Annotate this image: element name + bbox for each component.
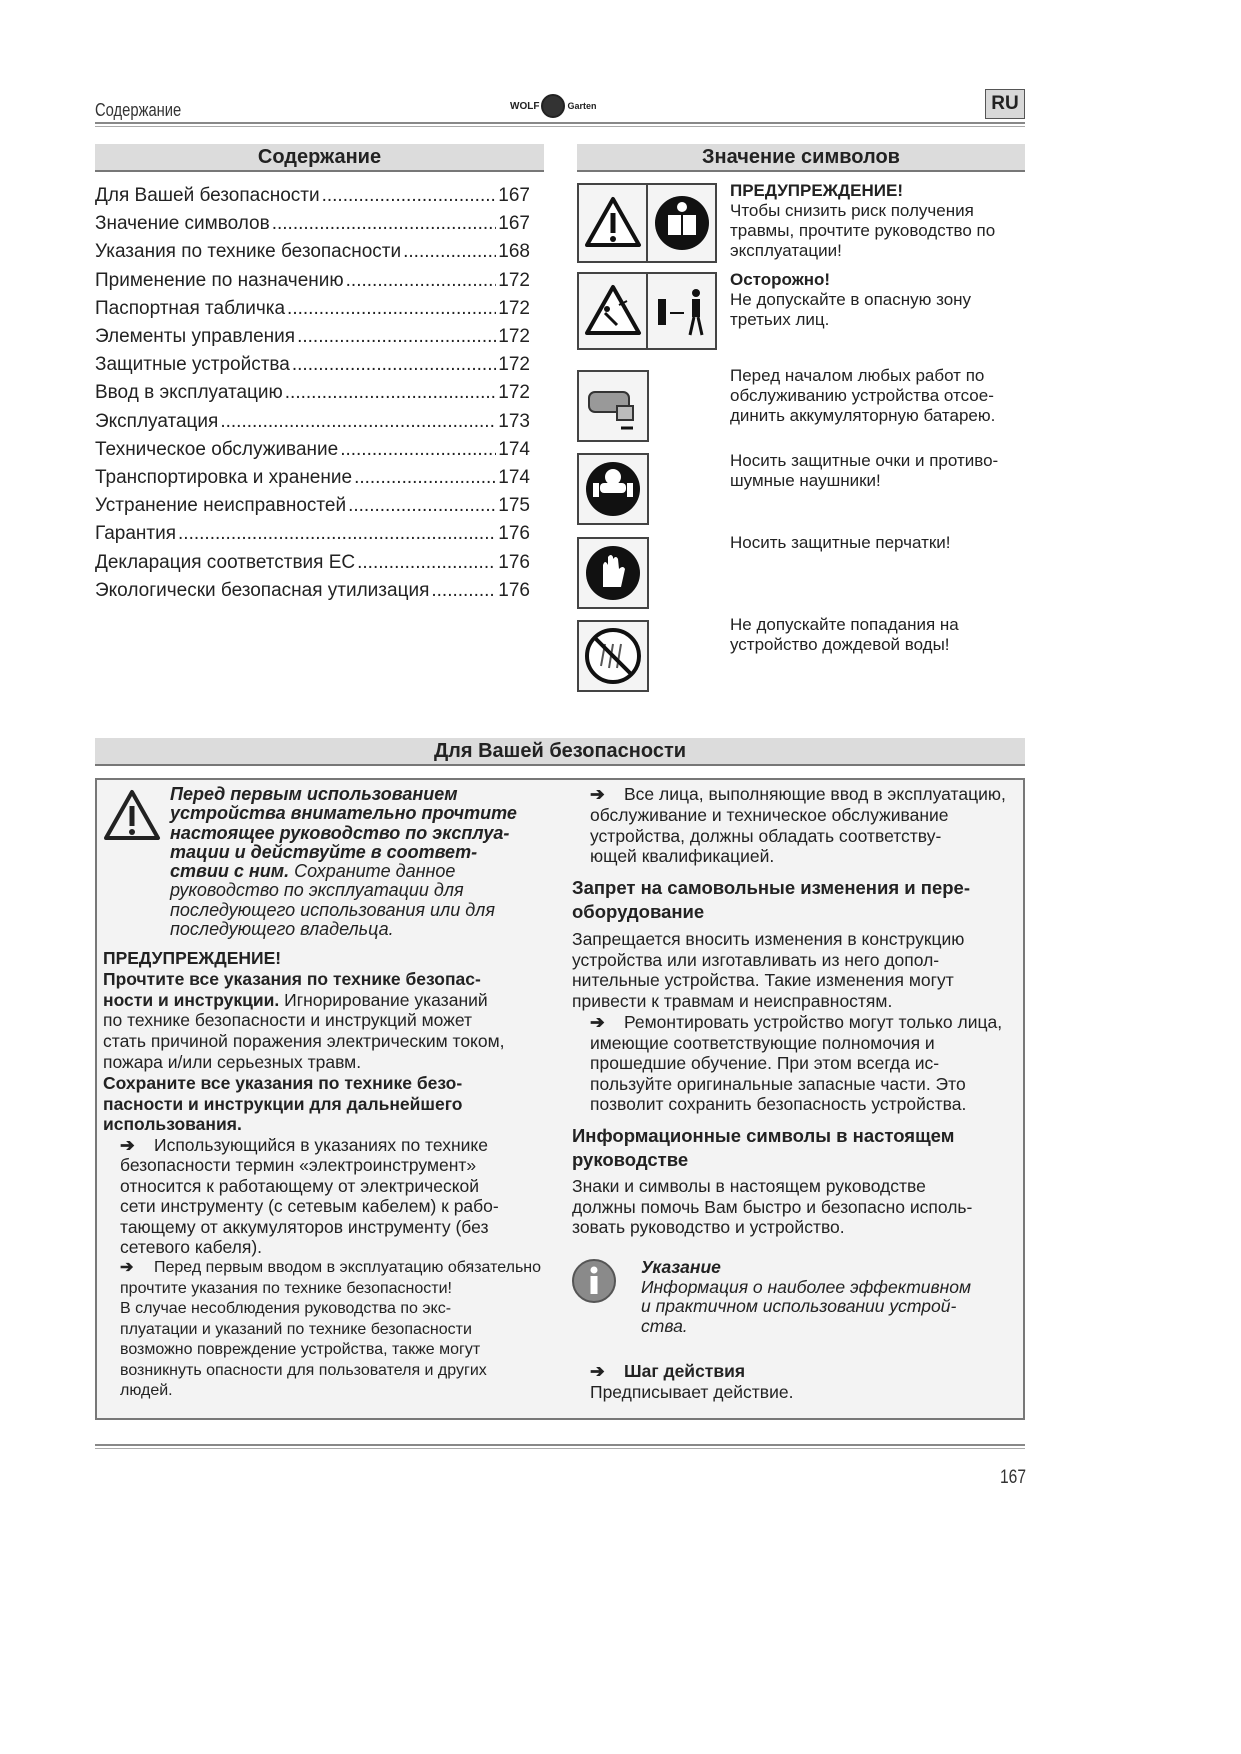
body-text: пожара и/или серьезных травм.: [103, 1051, 362, 1072]
wolf-head-icon: [541, 94, 565, 118]
symbol-pictogram: [577, 620, 649, 692]
read-manual-icon: [646, 185, 715, 261]
bold-italic-text: тации и действуйте в соответ-: [170, 841, 478, 862]
body-text: прошедшие обучение. При этом всегда ис-: [590, 1053, 940, 1074]
toc-page: 176: [498, 551, 530, 573]
hazard-thrown-objects-icon: [579, 274, 646, 348]
info-symbols-text: [572, 1176, 972, 1238]
text-line: [572, 950, 964, 971]
text-line: [590, 784, 1006, 805]
symbol-text-line: Не допускайте в опасную зону: [730, 290, 972, 309]
dot-leader: [431, 580, 496, 602]
toc-label: Элементы управления: [95, 326, 296, 348]
body-text: Игнорирование указаний: [279, 989, 488, 1010]
keep-distance-person-icon: [646, 274, 715, 348]
toc-page: 176: [498, 523, 530, 545]
dot-leader: [292, 354, 496, 376]
warning-triangle-icon: [103, 788, 161, 842]
text-line: [103, 1073, 505, 1094]
toc-entry[interactable]: [95, 520, 530, 548]
symbol-text-line: обслуживанию устройства отсое-: [730, 386, 994, 405]
toc-label: Для Вашей безопасности: [95, 185, 320, 207]
text-line: [572, 970, 964, 991]
logo-text-left: WOLF: [510, 100, 540, 112]
arrow-bullet-icon: ➔: [590, 1361, 605, 1381]
text-line: [120, 1135, 499, 1155]
symbol-pictogram: [577, 370, 649, 442]
toc-entry[interactable]: [95, 379, 530, 407]
toc-label: Экологически безопасная утилизация: [95, 579, 430, 601]
toc-label: Декларация соответствия ЕС: [95, 551, 356, 573]
text-line: [120, 1340, 541, 1361]
italic-text: Сохраните данное: [289, 861, 456, 882]
remove-battery-icon: [579, 372, 647, 440]
intro-text: [170, 785, 517, 939]
symbol-text-line: Не допускайте попадания на: [730, 615, 959, 634]
body-text: безопасности термин «электроинструмент»: [120, 1155, 477, 1176]
dot-leader: [297, 326, 496, 348]
text-line: [170, 785, 517, 804]
symbol-text-line: Носить защитные перчатки!: [730, 533, 951, 552]
toc-page: 172: [498, 269, 530, 291]
bold-text: использования.: [103, 1114, 242, 1135]
toc-label: Техническое обслуживание: [95, 438, 339, 460]
bold-italic-text: Указание: [641, 1257, 721, 1277]
table-of-contents: [95, 182, 530, 605]
bold-text: пасности и инструкции для дальнейшего: [103, 1093, 463, 1114]
dot-leader: [178, 523, 496, 545]
text-line: [120, 1196, 499, 1216]
symbol-text-line: шумные наушники!: [730, 471, 881, 490]
toc-label: Транспортировка и хранение: [95, 466, 353, 488]
bold-italic-text: устройства внимательно прочтите: [170, 803, 517, 824]
text-line: [590, 1361, 793, 1382]
text-line: [170, 862, 517, 881]
toc-page: 174: [498, 438, 530, 460]
toc-page: 173: [498, 410, 530, 432]
text-line: [590, 1012, 1002, 1033]
body-text: имеющие соответствующие полномочия и: [590, 1032, 935, 1053]
header-divider: [95, 122, 1025, 127]
symbol-text-line: Носить защитные очки и противо-: [730, 451, 999, 470]
symbol-text-line: эксплуатации!: [730, 241, 842, 260]
text-line: [641, 1278, 971, 1298]
no-rain-icon: [579, 622, 647, 690]
running-header: Содержание: [95, 100, 182, 120]
body-text: Ремонтировать устройство могут только лица,: [624, 1012, 1003, 1032]
body-text: ющей квалификацией.: [590, 846, 775, 867]
text-line: [590, 1074, 1002, 1095]
heading-line: Запрет на самовольные изменения и пере-: [572, 877, 970, 898]
toc-label: Эксплуатация: [95, 410, 219, 432]
text-line: [170, 843, 517, 862]
arrow-bullet-icon: ➔: [590, 1012, 605, 1032]
text-line: [103, 969, 505, 990]
body-text: по технике безопасности и инструкций может: [103, 1010, 473, 1031]
body-text: устройства, должны обладать соответству-: [590, 825, 942, 846]
text-line: [590, 805, 1006, 826]
body-text: Все лица, выполняющие ввод в эксплуатацию,: [624, 784, 1006, 804]
dot-leader: [348, 495, 496, 517]
toc-entry[interactable]: [95, 408, 530, 436]
body-text: Знаки и символы в настоящем руководстве: [572, 1176, 926, 1196]
text-line: [170, 881, 517, 900]
toc-label: Гарантия: [95, 523, 177, 545]
bold-text: ПРЕДУПРЕЖДЕНИЕ!: [103, 948, 282, 968]
body-text: должны помочь Вам быстро и безопасно исполь-: [572, 1196, 973, 1217]
symbol-description: [730, 270, 1030, 330]
italic-text: последующего владельца.: [170, 919, 394, 940]
bullet-repairs: [590, 1012, 1002, 1115]
text-line: [590, 1053, 1002, 1074]
body-text: стать причиной поражения электрическим током,: [103, 1031, 505, 1052]
toc-page: 168: [498, 241, 530, 263]
symbol-text-line: Чтобы снизить риск получения: [730, 201, 974, 220]
symbol-text-line: третьих лиц.: [730, 310, 830, 329]
bullet-read-instructions: [120, 1258, 541, 1402]
toc-label: Применение по назначению: [95, 269, 344, 291]
toc-entry[interactable]: [95, 323, 530, 351]
symbol-description: [730, 181, 1030, 261]
symbol-description: [730, 615, 1030, 655]
body-text: сети инструменту (с сетевым кабелем) к рабо-: [120, 1196, 499, 1217]
page-number: 167: [1000, 1467, 1026, 1488]
text-line: [170, 920, 517, 939]
text-line: [103, 1010, 505, 1031]
body-text: пользуйте оригинальные запасные части. Это: [590, 1073, 966, 1094]
bullet-qualification: [590, 784, 1006, 867]
toc-page: 172: [498, 297, 530, 319]
toc-label: Указания по технике безопасности: [95, 241, 402, 263]
symbol-pictogram: [577, 537, 649, 609]
dot-leader: [285, 382, 497, 404]
note-text: [641, 1258, 971, 1337]
safety-heading: Для Вашей безопасности: [95, 738, 1025, 766]
symbol-pictogram: [577, 453, 649, 525]
symbol-text-line: травмы, прочтите руководство по: [730, 221, 996, 240]
dot-leader: [287, 298, 496, 320]
body-text: Перед первым вводом в эксплуатацию обязательно: [154, 1259, 542, 1276]
toc-entry[interactable]: [95, 351, 530, 379]
toc-page: 167: [498, 185, 530, 207]
toc-entry[interactable]: [95, 295, 530, 323]
text-line: [103, 1052, 505, 1073]
body-text: зовать руководство и устройство.: [572, 1217, 845, 1238]
dot-leader: [272, 213, 497, 235]
symbol-description: [730, 366, 1030, 426]
text-line: [572, 1197, 972, 1218]
toc-page: 172: [498, 354, 530, 376]
text-line: [120, 1361, 541, 1382]
text-line: [120, 1381, 541, 1402]
body-text: В случае несоблюдения руководства по экс-: [120, 1300, 452, 1317]
toc-heading: Содержание: [95, 144, 544, 172]
text-line: [170, 804, 517, 823]
toc-page: 174: [498, 466, 530, 488]
bold-italic-text: ствии с ним.: [170, 861, 290, 882]
body-text: нительные устройства. Такие изменения могут: [572, 970, 954, 991]
text-line: [103, 990, 505, 1011]
arrow-bullet-icon: ➔: [120, 1135, 135, 1155]
body-text: Предписывает действие.: [590, 1381, 794, 1402]
logo-text-right: Garten: [567, 101, 597, 111]
text-line: [103, 1114, 505, 1135]
dot-leader: [340, 439, 496, 461]
step-text: [590, 1361, 793, 1402]
body-text: прочтите указания по технике безопасности!: [120, 1279, 452, 1297]
text-line: [590, 1094, 1002, 1115]
body-text: Запрещается вносить изменения в конструкцию: [572, 929, 965, 949]
arrow-bullet-icon: ➔: [120, 1259, 134, 1276]
wolf-garten-logo: [510, 92, 620, 120]
warning-text: [103, 948, 505, 1135]
italic-text: руководство по эксплуатации для: [170, 880, 464, 901]
text-line: [120, 1155, 499, 1175]
body-text: тающему от аккумуляторов инструменту (без: [120, 1216, 489, 1237]
symbol-text-line: устройство дождевой воды!: [730, 635, 950, 654]
warning-triangle-icon: [579, 185, 646, 261]
italic-text: и практичном использовании устрой-: [641, 1296, 957, 1317]
toc-entry[interactable]: [95, 436, 530, 464]
symbols-heading: Значение символов: [577, 144, 1025, 172]
body-text: возникнуть опасности для пользователя и других: [120, 1361, 487, 1379]
symbol-title: ПРЕДУПРЕЖДЕНИЕ!: [730, 181, 903, 200]
toc-entry[interactable]: [95, 238, 530, 266]
symbol-pictogram: [577, 183, 717, 263]
heading-line: руководстве: [572, 1149, 689, 1170]
text-line: [641, 1317, 971, 1337]
bold-text: ности и инструкции.: [103, 989, 280, 1010]
bold-italic-text: Перед первым использованием: [170, 784, 458, 804]
text-line: [103, 948, 505, 969]
text-line: [103, 1031, 505, 1052]
body-text: плуатации и указаний по технике безопасности: [120, 1320, 472, 1338]
text-line: [590, 1033, 1002, 1054]
toc-entry[interactable]: [95, 548, 530, 576]
toc-entry[interactable]: [95, 210, 530, 238]
body-text: обслуживание и техническое обслуживание: [590, 804, 949, 825]
gloves-icon: [579, 539, 647, 607]
symbol-title: Осторожно!: [730, 270, 831, 289]
info-icon: [571, 1258, 617, 1304]
toc-page: 172: [498, 382, 530, 404]
text-line: [120, 1299, 541, 1320]
text-line: [590, 846, 1006, 867]
toc-label: Ввод в эксплуатацию: [95, 382, 283, 404]
text-line: [641, 1258, 971, 1278]
bold-text: Прочтите все указания по технике безопас-: [103, 968, 481, 989]
toc-label: Защитные устройства: [95, 354, 290, 376]
italic-text: последующего использования или для: [170, 899, 495, 920]
dot-leader: [403, 241, 496, 263]
toc-entry[interactable]: [95, 267, 530, 295]
bold-text: Шаг действия: [624, 1361, 746, 1381]
text-line: [170, 824, 517, 843]
body-text: сетевого кабеля).: [120, 1237, 263, 1258]
bold-italic-text: настоящее руководство по эксплуа-: [170, 822, 510, 843]
body-text: позволит сохранить безопасность устройства.: [590, 1094, 967, 1115]
symbol-text-line: Перед началом любых работ по: [730, 366, 985, 385]
toc-page: 176: [498, 579, 530, 601]
body-text: людей.: [120, 1382, 173, 1399]
toc-page: 167: [498, 213, 530, 235]
body-text: привести к травмам и неисправностям.: [572, 990, 893, 1011]
symbol-pictogram: [577, 272, 717, 350]
text-line: [572, 991, 964, 1012]
language-badge: RU: [985, 89, 1025, 119]
symbol-text-line: динить аккумуляторную батарею.: [730, 406, 996, 425]
symbol-description: [730, 533, 1030, 553]
text-line: [170, 901, 517, 920]
text-line: [120, 1279, 541, 1300]
toc-page: 175: [498, 495, 530, 517]
text-line: [120, 1176, 499, 1196]
dot-leader: [357, 552, 496, 574]
text-line: [590, 1382, 793, 1403]
heading-modifications: [572, 876, 970, 924]
toc-label: Устранение неисправностей: [95, 495, 347, 517]
toc-page: 172: [498, 326, 530, 348]
heading-line: Информационные символы в настоящем: [572, 1125, 955, 1146]
toc-label: Паспортная табличка: [95, 297, 286, 319]
body-text: Использующийся в указаниях по технике: [154, 1135, 489, 1155]
toc-entry[interactable]: [95, 492, 530, 520]
text-line: [641, 1297, 971, 1317]
heading-line: оборудование: [572, 901, 705, 922]
text-line: [103, 1094, 505, 1115]
arrow-bullet-icon: ➔: [590, 784, 605, 804]
footer-divider: [95, 1444, 1025, 1449]
symbol-description: [730, 451, 1030, 491]
toc-entry[interactable]: [95, 182, 530, 210]
bullet-power-tool: [120, 1135, 499, 1257]
dot-leader: [346, 270, 497, 292]
dot-leader: [322, 185, 497, 207]
dot-leader: [354, 467, 496, 489]
text-line: [572, 1176, 972, 1197]
text-line: [120, 1258, 541, 1279]
toc-entry[interactable]: [95, 577, 530, 605]
text-line: [572, 1217, 972, 1238]
text-line: [120, 1237, 499, 1257]
text-line: [572, 929, 964, 950]
text-line: [120, 1320, 541, 1341]
text-line: [590, 826, 1006, 847]
body-text: возможно повреждение устройства, также могут: [120, 1341, 481, 1358]
bold-text: Сохраните все указания по технике безо-: [103, 1072, 463, 1093]
modifications-text: [572, 929, 964, 1011]
italic-text: ства.: [641, 1316, 688, 1337]
body-text: устройства или изготавливать из него допол-: [572, 949, 940, 970]
heading-info-symbols: [572, 1124, 954, 1172]
dot-leader: [220, 411, 496, 433]
goggles-earmuffs-icon: [579, 455, 647, 523]
text-line: [120, 1217, 499, 1237]
italic-text: Информация о наиболее эффективном: [641, 1276, 972, 1297]
body-text: относится к работающему от электрической: [120, 1175, 480, 1196]
toc-entry[interactable]: [95, 464, 530, 492]
toc-label: Значение символов: [95, 213, 270, 235]
